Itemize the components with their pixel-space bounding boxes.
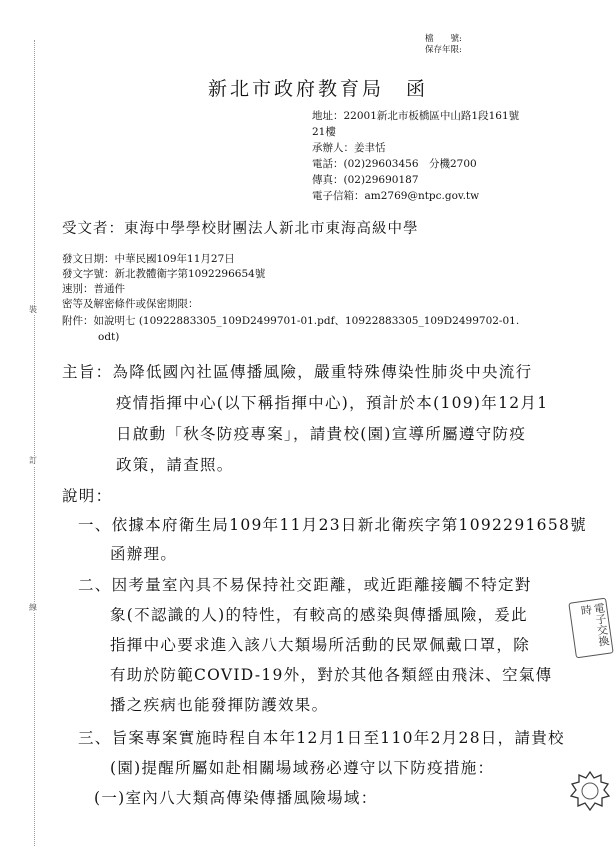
recipient: 受文者：東海中學學校財團法人新北市東海高級中學 — [62, 221, 419, 237]
explanation-item-2-line-4: 有助於防範COVID-19外，對於其他各類經由飛沫、空氣傳 — [110, 666, 553, 684]
subject-line-4: 政策，請查照。 — [116, 456, 234, 474]
issue-number: 發文字號：新北教體衛字第1092296654號 — [62, 268, 266, 280]
explanation-heading: 說明： — [62, 487, 113, 505]
fax: 傳真：(02)29690187 — [312, 174, 419, 186]
explanation-item-2-line-2: 象(不認識的人)的特性，有較高的感染與傳播風險，爰此 — [110, 606, 528, 624]
phone: 電話：(02)29603456 分機2700 — [312, 158, 477, 170]
delivery-speed: 速別：普通件 — [62, 283, 125, 295]
binding-mark-xian: 線 — [29, 603, 37, 612]
explanation-item-2-line-1: 二、因考量室內具不易保持社交距離，或近距離接觸不特定對 — [78, 576, 532, 594]
handler: 承辦人：姜聿恬 — [312, 142, 386, 154]
binding-mark-zhuang: 裝 — [29, 305, 37, 314]
attachment-line-1: 附件：如說明七 (10922883305_109D2499701-01.pdf、10922883305_109D2499702-01. — [62, 315, 520, 327]
explanation-item-2-line-3: 指揮中心要求進入該八大類場所活動的民眾佩戴口罩，除 — [110, 636, 531, 654]
retention-period-label: 保存年限: — [425, 45, 462, 55]
secrecy-level: 密等及解密條件或保密期限： — [62, 298, 199, 310]
binding-line — [34, 40, 35, 846]
address-line-1: 地址：22001新北市板橋區中山路1段161號 — [312, 110, 520, 122]
email: 電子信箱：am2769@ntpc.gov.tw — [312, 190, 480, 202]
explanation-item-3-line-2: (園)提醒所屬如赴相關場域務必遵守以下防疫措施： — [110, 759, 495, 777]
electronic-exchange-stamp: 電子交換時 — [568, 598, 613, 659]
explanation-item-2-line-5: 播之疾病也能發揮防護效果。 — [110, 696, 329, 714]
document-title: 新北市政府教育局 函 — [208, 78, 429, 100]
file-number-label: 檔 號: — [425, 34, 462, 44]
subject-line-2: 疫情指揮中心(以下稱指揮中心)，預計於本(109)年12月1 — [116, 394, 549, 412]
explanation-item-1-line-1: 一、依據本府衛生局109年11月23日新北衛疾字第1092291658號 — [78, 516, 587, 534]
subject-line-3: 日啟動「秋冬防疫專案」，請貴校(園)宣導所屬遵守防疫 — [116, 425, 527, 443]
issue-date: 發文日期：中華民國109年11月27日 — [62, 253, 235, 265]
seal-icon — [570, 770, 610, 812]
binding-mark-ding: 訂 — [29, 456, 37, 465]
attachment-line-2: odt) — [98, 331, 120, 343]
explanation-item-3-sub-1: (一)室內八大類高傳染傳播風險場域： — [94, 789, 378, 807]
explanation-item-3-line-1: 三、旨案專案實施時程自本年12月1日至110年2月28日，請貴校 — [78, 729, 565, 747]
address-line-2: 21樓 — [312, 126, 336, 138]
subject-line-1: 主旨：為降低國內社區傳播風險，嚴重特殊傳染性肺炎中央流行 — [62, 363, 533, 381]
explanation-item-1-line-2: 函辦理。 — [110, 545, 178, 563]
